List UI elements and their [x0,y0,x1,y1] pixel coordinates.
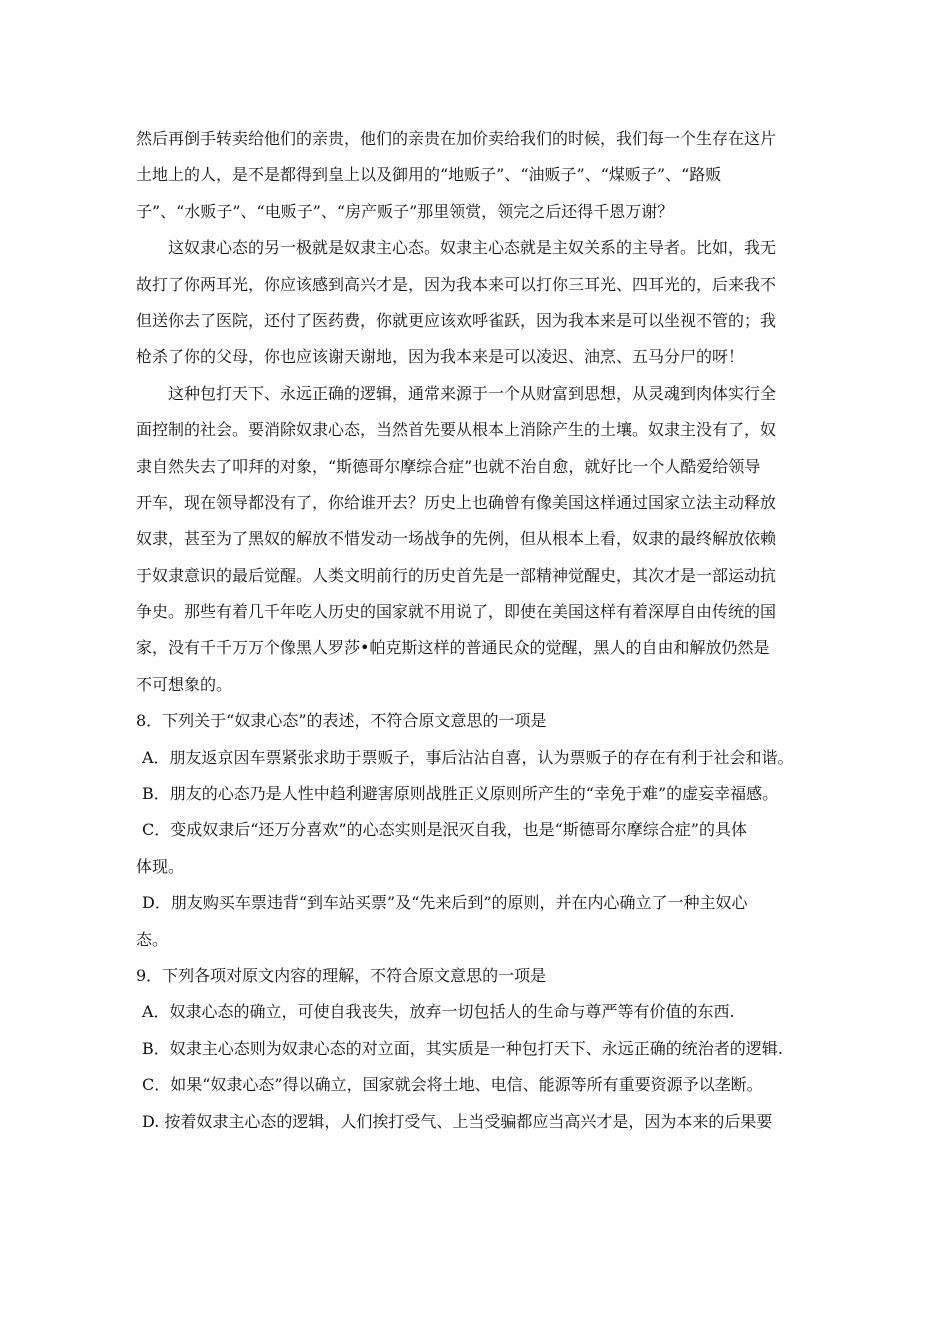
question-8-option-d: D．朋友购买车票违背“到车站买票”及“先来后到”的原则，并在内心确立了一种主奴心 [142,893,748,913]
paragraph-line: 面控制的社会。要消除奴隶心态，当然首先要从根本上消除产生的土壤。奴隶主没有了，奴 [136,420,777,440]
paragraph-line: 这种包打天下、永远正确的逻辑，通常来源于一个从财富到思想，从灵魂到肉体实行全 [168,383,777,403]
paragraph-line: 开车，现在领导都没有了，你给谁开去？历史上也确曾有像美国这样通过国家立法主动释放 [136,492,777,512]
paragraph-line: 不可想象的。 [136,674,233,694]
question-9-stem: 9．下列各项对原文内容的理解，不符合原文意思的一项是 [136,965,547,985]
paragraph-line: 家，没有千千万万个像黑人罗莎•帕克斯这样的普通民众的觉醒，黑人的自由和解放仍然是 [136,638,770,658]
paragraph-line: 但送你去了医院，还付了医药费，你就更应该欢呼雀跃，因为我本来是可以坐视不管的；我 [136,310,777,330]
paragraph-line: 隶自然失去了叩拜的对象，“斯德哥尔摩综合症”也就不治自愈，就好比一个人酷爱给领导 [136,456,761,476]
question-9-option-b: B．奴隶主心态则为奴隶心态的对立面，其实质是一种包打天下、永远正确的统治者的逻辑. [142,1038,783,1058]
question-9-option-c: C．如果“奴隶心态”得以确立，国家就会将土地、电信、能源等所有重要资源予以垄断。 [142,1075,763,1095]
question-8-option-d-cont: 态。 [136,929,169,949]
question-9-option-a: A．奴隶心态的确立，可使自我丧失，放弃一切包括人的生命与尊严等有价值的东西. [142,1002,735,1022]
question-9-option-d: D. 按着奴隶主心态的逻辑，人们挨打受气、上当受骗都应当高兴才是，因为本来的后果要 [142,1111,773,1131]
paragraph-line: 于奴隶意识的最后觉醒。人类文明前行的历史首先是一部精神觉醒史，其次才是一部运动抗 [136,565,777,585]
paragraph-line: 奴隶，甚至为了黑奴的解放不惜发动一场战争的先例，但从根本上看，奴隶的最终解放依赖 [136,529,777,549]
paragraph-line: 土地上的人，是不是都得到皇上以及御用的“地贩子”、“油贩子”、“煤贩子”、“路贩 [136,165,722,185]
question-8-option-a: A．朋友返京因车票紧张求助于票贩子，事后沾沾自喜，认为票贩子的存在有利于社会和谐。 [142,747,794,767]
paragraph-line: 子”、“水贩子”、“电贩子”、“房产贩子”那里领赏，领完之后还得千恩万谢？ [136,201,674,221]
question-8-option-c-cont: 体现。 [136,856,185,876]
paragraph-line: 枪杀了你的父母，你也应该谢天谢地，因为我本来是可以凌迟、油烹、五马分尸的呀！ [136,347,745,367]
paragraph-line: 这奴隶心态的另一极就是奴隶主心态。奴隶主心态就是主奴关系的主导者。比如，我无 [168,238,777,258]
paragraph-line: 争史。那些有着几千年吃人历史的国家就不用说了，即使在美国这样有着深厚自由传统的国 [136,602,777,622]
question-8-option-b: B．朋友的心态乃是人性中趋利避害原则战胜正义原则所产生的“幸免于难”的虚妄幸福感。 [142,784,779,804]
paragraph-line: 故打了你两耳光，你应该感到高兴才是，因为我本来可以打你三耳光、四耳光的，后来我不 [136,274,777,294]
paragraph-line: 然后再倒手转卖给他们的亲贵，他们的亲贵在加价卖给我们的时候，我们每一个生存在这片 [136,129,777,148]
question-8-stem: 8．下列关于“奴隶心态”的表述，不符合原文意思的一项是 [136,711,547,731]
document-body [136,121,816,1140]
question-8-option-c: C．变成奴隶后“还万分喜欢”的心态实则是泯灭自我，也是“斯德哥尔摩综合症”的具体 [142,820,747,840]
